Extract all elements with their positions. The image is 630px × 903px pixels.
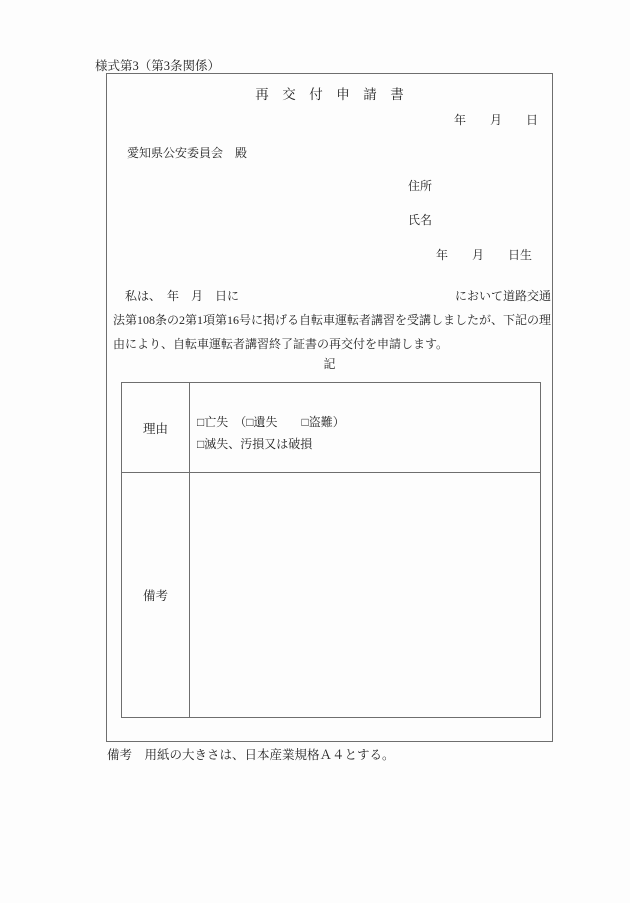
body-paragraph-line-2: 法第108条の2第1項第16号に掲げる自転車運転者講習を受講しましたが、下記の理 [113,313,552,327]
application-date-line: 年 月 日 [453,113,538,127]
page-title: 再 交 付 申 請 書 [255,87,404,102]
address-label: 住所 [408,179,433,193]
body-paragraph-line-1 [113,287,551,304]
reason-label: 理由 [142,421,168,436]
body-line1-left: 私は、 年 月 日に [113,289,240,303]
paper-size-note: 備考 用紙の大きさは、日本産業規格Ａ４とする。 [107,748,395,762]
addressee-line: 愛知県公安委員会 殿 [127,146,248,160]
body-paragraph-line-3: 由により、自転車運転者講習終了証書の再交付を申請します。 [113,337,449,351]
birthdate-line: 年 月 日生 [435,248,532,262]
reason-option-line-1: □亡失 （□遺失 □盗難） [197,415,345,429]
name-label: 氏名 [408,213,433,227]
reason-remarks-table [121,382,541,718]
remarks-content-cell [190,473,540,717]
form-number-label: 様式第3（第3条関係） [95,59,221,73]
body-line1-right: において道路交通 [454,289,551,303]
ki-heading: 記 [323,357,336,371]
form-border-box [106,73,553,742]
remarks-label: 備考 [142,589,168,603]
reason-label-cell [122,383,190,473]
reason-option-line-2: □滅失、汚損又は破損 [197,437,313,451]
reason-content-cell [190,383,540,473]
remarks-label-cell [122,473,190,717]
